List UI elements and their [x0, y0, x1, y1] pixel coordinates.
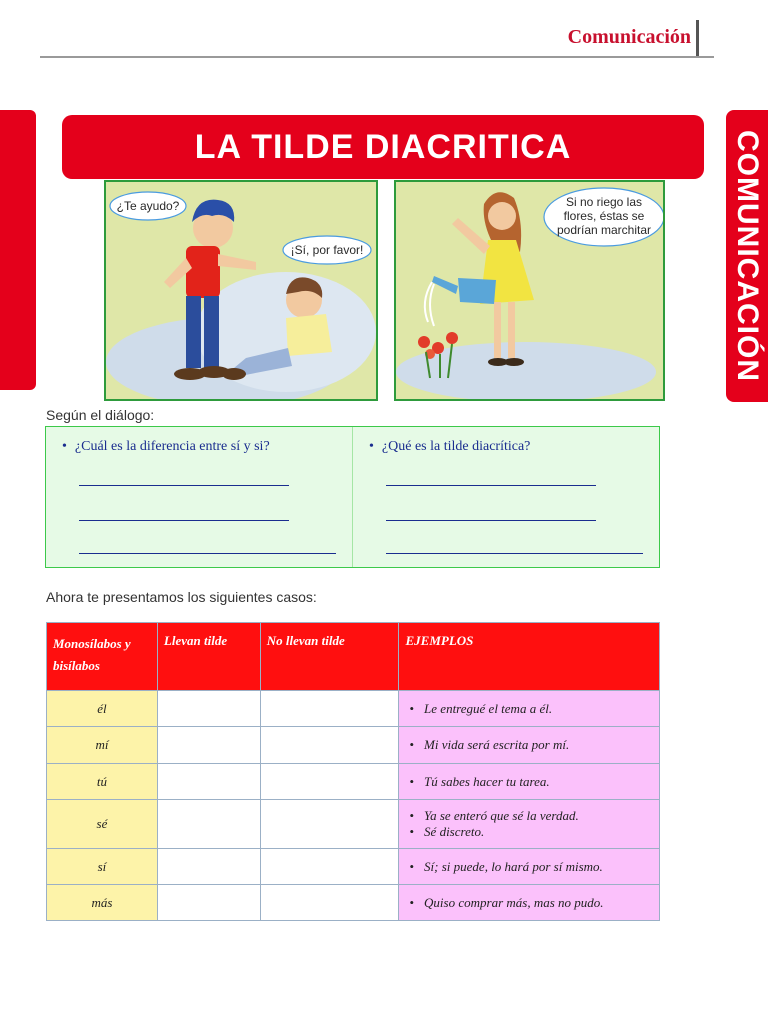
- word-cell: mí: [47, 727, 158, 764]
- illustration-right-panel: [394, 180, 665, 401]
- question-column-1: [46, 427, 352, 567]
- no-llevan-tilde-cell[interactable]: [260, 691, 399, 727]
- table-header-row: [47, 623, 660, 691]
- header-divider: [696, 20, 699, 56]
- bubble-line-3: podrían marchitar: [556, 223, 652, 237]
- page-title: LA TILDE DIACRITICA: [62, 115, 704, 179]
- llevan-tilde-cell[interactable]: [157, 849, 260, 885]
- example-cell: • Le entregué el tema a él.: [399, 691, 660, 727]
- header-no-llevan-tilde: No llevan tilde: [260, 623, 399, 691]
- llevan-tilde-cell[interactable]: [157, 764, 260, 800]
- illustration-left-panel: [104, 180, 378, 401]
- answer-line[interactable]: [386, 520, 596, 521]
- questions-box: [45, 426, 660, 568]
- example-cell: • Ya se enteró que sé la verdad. • Sé discreto.: [399, 800, 660, 849]
- word-cell: sé: [47, 800, 158, 849]
- answer-line[interactable]: [79, 520, 289, 521]
- table-row: [47, 764, 660, 800]
- table-row: [47, 727, 660, 764]
- cases-table: [46, 622, 660, 921]
- girl-head: [488, 202, 516, 230]
- bullet: •: [369, 439, 374, 454]
- example-cell: • Quiso comprar más, mas no pudo.: [399, 885, 660, 921]
- header-subject-title: Comunicación: [567, 26, 691, 48]
- no-llevan-tilde-cell[interactable]: [260, 849, 399, 885]
- word-cell: sí: [47, 849, 158, 885]
- word-cell: tú: [47, 764, 158, 800]
- cases-intro-text: Ahora te presentamos los siguientes casos:: [46, 589, 317, 605]
- example-cell: • Tú sabes hacer tu tarea.: [399, 764, 660, 800]
- no-llevan-tilde-cell[interactable]: [260, 727, 399, 764]
- boys-illustration: [106, 182, 376, 399]
- question-2-text: ¿Qué es la tilde diacrítica?: [381, 439, 531, 454]
- girl-watering-illustration: [396, 182, 663, 399]
- llevan-tilde-cell[interactable]: [157, 691, 260, 727]
- llevan-tilde-cell[interactable]: [157, 800, 260, 849]
- example-cell: • Mi vida será escrita por mí.: [399, 727, 660, 764]
- question-1-text: ¿Cuál es la diferencia entre sí y si?: [74, 439, 270, 454]
- intro-text: Según el diálogo:: [46, 407, 155, 423]
- table-row: [47, 849, 660, 885]
- bubble-line-1: Si no riego las: [565, 195, 643, 209]
- table-row: [47, 885, 660, 921]
- bullet: •: [62, 439, 67, 454]
- question-1: [62, 439, 270, 455]
- header-rule: [40, 56, 714, 58]
- side-tab-label: COMUNICACIÓN: [731, 130, 764, 382]
- bubble-si-por-favor: ¡Sí, por favor!: [290, 243, 364, 257]
- bubble-line-2: flores, éstas se: [563, 209, 645, 223]
- header-ejemplos: EJEMPLOS: [399, 623, 660, 691]
- left-red-tab: [0, 110, 36, 390]
- header-monosilabos: Monosílabos y bisílabos: [47, 623, 158, 691]
- answer-line[interactable]: [79, 485, 289, 486]
- bubble-te-ayudo: ¿Te ayudo?: [116, 199, 180, 213]
- answer-line[interactable]: [386, 553, 643, 554]
- llevan-tilde-cell[interactable]: [157, 885, 260, 921]
- table-row: [47, 800, 660, 849]
- word-cell: él: [47, 691, 158, 727]
- no-llevan-tilde-cell[interactable]: [260, 764, 399, 800]
- header-llevan-tilde: Llevan tilde: [157, 623, 260, 691]
- word-cell: más: [47, 885, 158, 921]
- answer-line[interactable]: [79, 553, 336, 554]
- example-cell: • Sí; si puede, lo hará por sí mismo.: [399, 849, 660, 885]
- table-row: [47, 691, 660, 727]
- question-2: [369, 439, 530, 455]
- llevan-tilde-cell[interactable]: [157, 727, 260, 764]
- question-column-2: [352, 427, 659, 567]
- answer-line[interactable]: [386, 485, 596, 486]
- no-llevan-tilde-cell[interactable]: [260, 800, 399, 849]
- no-llevan-tilde-cell[interactable]: [260, 885, 399, 921]
